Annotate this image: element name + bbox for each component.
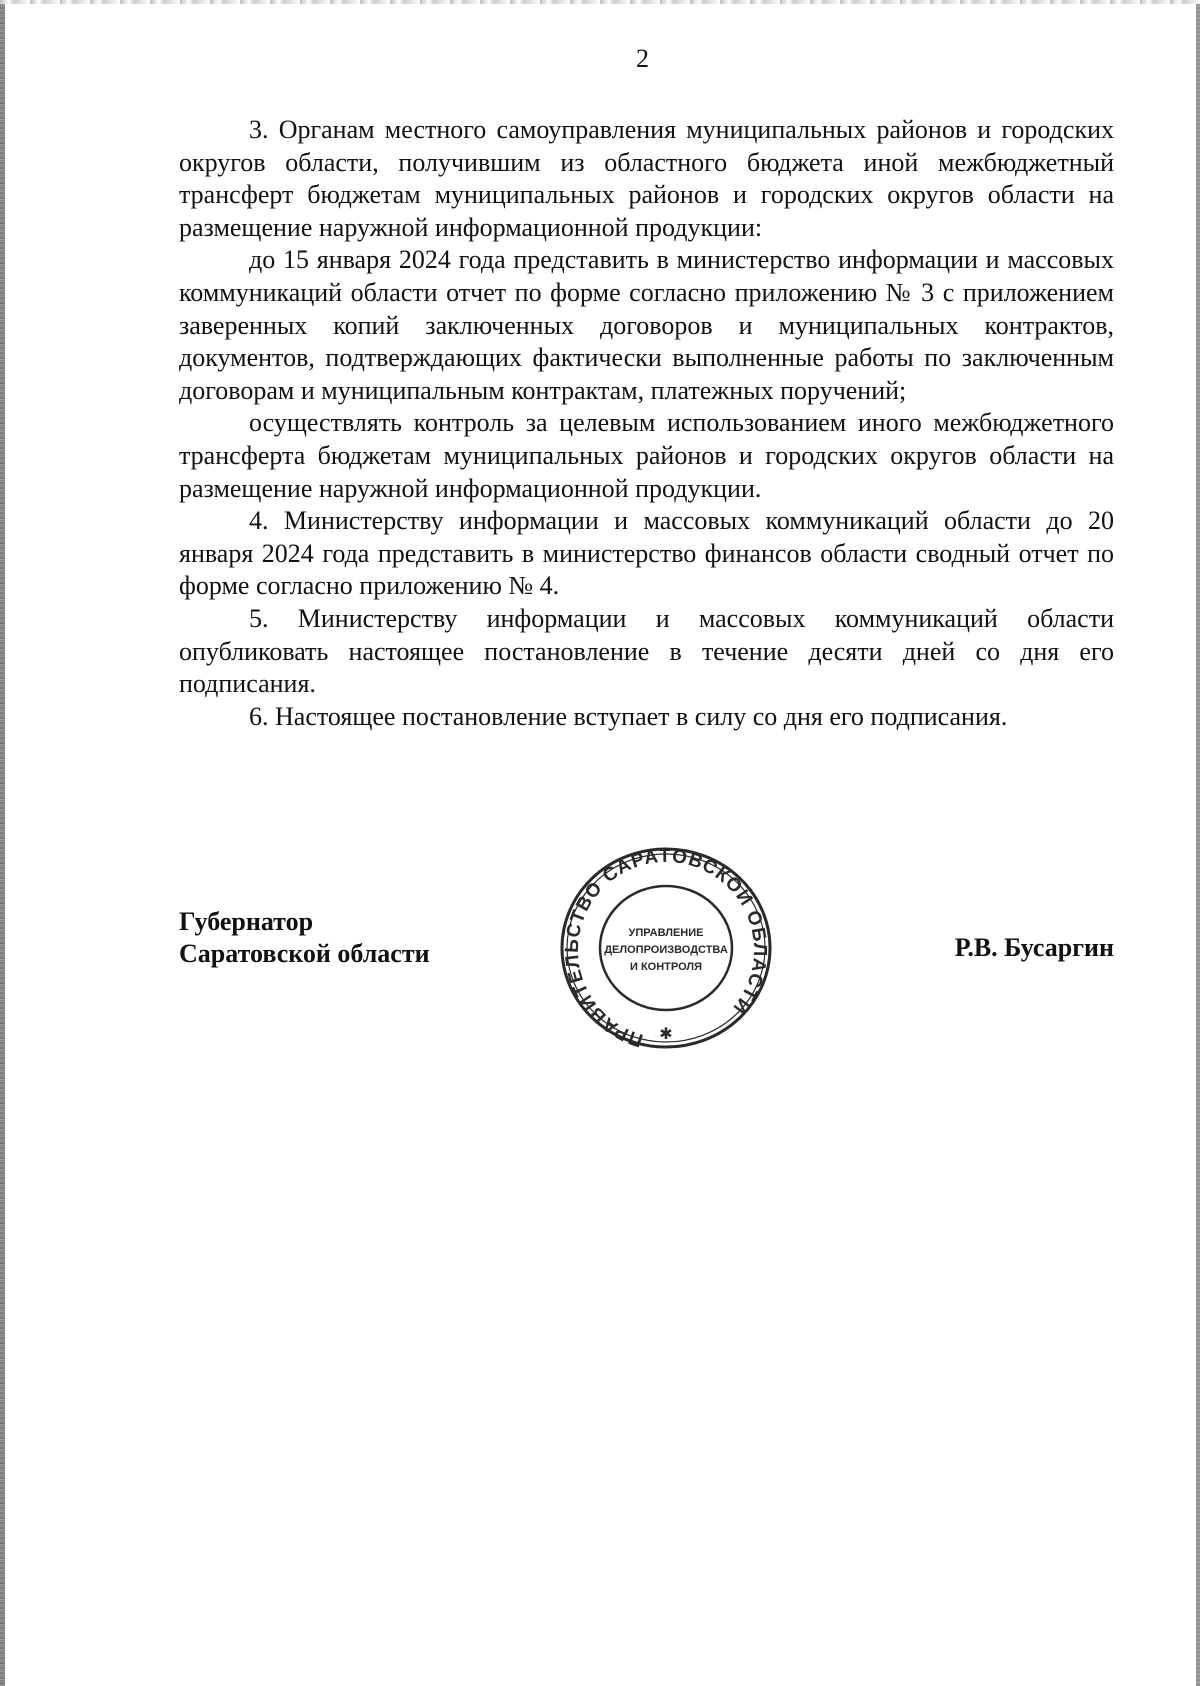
paragraph-3: 3. Органам местного самоуправления муниципальных районов и городских округов области, получившим из областного бюджета иной межбюджетный трансферт бюджетам муниципальных районов и городских округов области на размещение наружной информационной продукции: — [179, 115, 1114, 242]
scan-edge-top — [0, 0, 1200, 4]
signatory-title-line1: Губернатор — [179, 907, 314, 936]
scan-edge-left — [0, 0, 5, 1686]
seal-inner-line2: ДЕЛОПРОИЗВОДСТВА — [604, 944, 728, 956]
paragraph-5: 5. Министерству информации и массовых коммуникаций области опубликовать настоящее постановление в течение десяти дней со дня его подписания. — [179, 603, 1114, 699]
paragraph-4: 4. Министерству информации и массовых коммуникаций области до 20 января 2024 года представить в министерство финансов области сводный отчет по форме согласно приложению № 4. — [179, 506, 1114, 601]
paragraph-6: 6. Настоящее постановление вступает в силу со дня его подписания. — [249, 701, 1008, 731]
seal-outer-text: ПРАВИТЕЛЬСТВО САРАТОВСКОЙ ОБЛАСТИ — [561, 845, 771, 1051]
seal-star-icon: ✱ — [659, 1024, 673, 1043]
signatory-title — [179, 906, 430, 970]
scan-edge-right — [1196, 0, 1200, 1686]
seal-graphic — [556, 843, 776, 1053]
paragraph-3-control: осуществлять контроль за целевым использованием иного межбюджетного трансферта бюджетам муниципальных районов и городских округов области на размещение наружной информационной продукции. — [179, 408, 1114, 503]
signatory-title-line2: Саратовской области — [179, 939, 430, 968]
document-body — [179, 114, 1114, 733]
page-number: 2 — [636, 44, 649, 73]
paragraph-3-deadline: до 15 января 2024 года представить в министерство информации и массовых коммуникаций области отчет по форме согласно приложению № 3 с приложением заверенных копий заключенных договоров и муниципальных контрактов, документов, подтверждающих фактически выполненные работы по заключенным договорам и муниципальным контрактам, платежных поручений; — [179, 245, 1114, 405]
seal-inner-line3: И КОНТРОЛЯ — [630, 961, 702, 973]
seal-inner-line1: УПРАВЛЕНИЕ — [628, 927, 704, 939]
official-seal — [556, 843, 776, 1053]
signatory-name: Р.В. Бусаргин — [954, 933, 1114, 962]
